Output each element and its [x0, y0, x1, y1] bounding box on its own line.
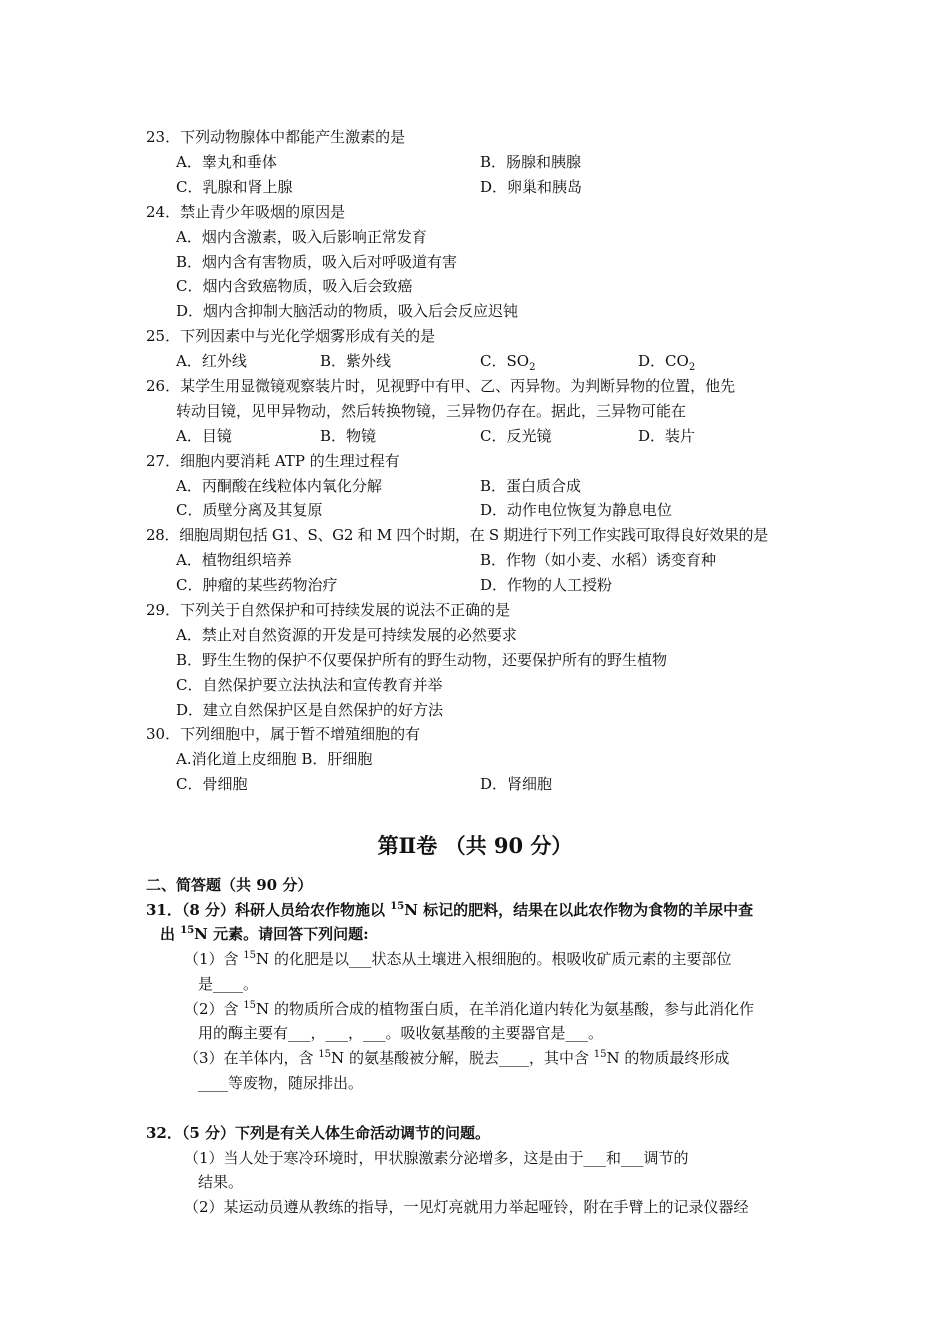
q25-stem: 25．下列因素中与光化学烟雾形成有关的是 — [146, 327, 436, 345]
q30-option-d: D．肾细胞 — [480, 775, 553, 793]
q26-option-a: A．目镜 — [176, 427, 232, 445]
q31-part1-cont: 是____。 — [198, 975, 259, 993]
q27-option-c: C．质壁分离及其复原 — [176, 501, 323, 519]
q28-option-c: C．肿瘤的某些药物治疗 — [176, 576, 338, 594]
q31-part3-cont: ____等废物，随尿排出。 — [198, 1074, 364, 1092]
q31-part2-cont: 用的酶主要有___，___，___。吸收氨基酸的主要器官是___。 — [198, 1024, 604, 1042]
q23-option-d: D．卵巢和胰岛 — [480, 178, 583, 196]
q23-option-a: A．睾丸和垂体 — [176, 153, 277, 171]
q28-option-b: B．作物（如小麦、水稻）诱变育种 — [480, 551, 717, 569]
q27-option-d: D．动作电位恢复为静息电位 — [480, 501, 673, 519]
q25-option-d: D．$CO_2$ — [638, 352, 696, 373]
q28-option-d: D．作物的人工授粉 — [480, 576, 613, 594]
q31-part2: （2）含 $^{15}$N 的物质所合成的植物蛋白质，在羊消化道内转化为氨基酸，参与此消化作 — [184, 1000, 754, 1018]
q25-option-b: B．紫外线 — [320, 352, 392, 370]
section-title: 第Ⅱ卷 （共 90 分） — [377, 833, 573, 858]
q29-option-a: A．禁止对自然资源的开发是可持续发展的必然要求 — [176, 626, 517, 644]
section-subtitle: 二、简答题（共 90 分） — [146, 876, 313, 894]
q25-option-a: A．红外线 — [176, 352, 247, 370]
q25-option-c: C．$SO_2$ — [480, 352, 536, 373]
q27-stem: 27．细胞内要消耗 ATP 的生理过程有 — [146, 452, 400, 470]
q27-option-b: B．蛋白质合成 — [480, 477, 582, 495]
q26-option-b: B．物镜 — [320, 427, 377, 445]
q30-option-c: C．骨细胞 — [176, 775, 248, 793]
q29-option-b: B．野生生物的保护不仅要保护所有的野生动物，还要保护所有的野生植物 — [176, 651, 668, 669]
q30-option-ab: A.消化道上皮细胞 B．肝细胞 — [176, 750, 373, 768]
q30-stem: 30．下列细胞中，属于暂不增殖细胞的有 — [146, 725, 421, 743]
q24-stem: 24．禁止青少年吸烟的原因是 — [146, 203, 346, 221]
q26-option-d: D．装片 — [638, 427, 696, 445]
q32-part1: （1）当人处于寒冷环境时，甲状腺激素分泌增多，这是由于___和___调节的 — [184, 1149, 689, 1167]
q29-option-d: D．建立自然保护区是自然保护的好方法 — [176, 701, 444, 719]
q24-option-d: D．烟内含抑制大脑活动的物质，吸入后会反应迟钝 — [176, 302, 519, 320]
q32-heading: 32．（5 分）下列是有关人体生命活动调节的问题。 — [146, 1124, 491, 1142]
q31-heading-line2: 出 $^{15}$N 元素。请回答下列问题: — [160, 925, 369, 943]
q29-option-c: C．自然保护要立法执法和宣传教育并举 — [176, 676, 443, 694]
q23-stem: 23．下列动物腺体中都能产生激素的是 — [146, 128, 406, 146]
q32-part2: （2）某运动员遵从教练的指导，一见灯亮就用力举起哑铃，附在手臂上的记录仪器经 — [184, 1198, 749, 1216]
q26-stem-line1: 26．某学生用显微镜观察装片时，见视野中有甲、乙、丙异物。为判断异物的位置，他先 — [146, 377, 736, 395]
q31-part3: （3）在羊体内，含 $^{15}$N 的氨基酸被分解，脱去____，其中含 $^{15}$N 的物质最终形成 — [184, 1049, 730, 1067]
q31-part1: （1）含 $^{15}$N 的化肥是以___状态从土壤进入根细胞的。根吸收矿质元素的主要部位 — [184, 950, 732, 968]
q23-option-c: C．乳腺和肾上腺 — [176, 178, 293, 196]
q29-stem: 29．下列关于自然保护和可持续发展的说法不正确的是 — [146, 601, 511, 619]
q27-option-a: A．丙酮酸在线粒体内氧化分解 — [176, 477, 382, 495]
q28-stem: 28．细胞周期包括 G1、S、G2 和 M 四个时期，在 S 期进行下列工作实践可取得良好效果的是 — [146, 526, 768, 544]
q31-heading-line1: 31．（8 分）科研人员给农作物施以 $^{15}$N 标记的肥料，结果在以此农作物为食物的羊尿中查 — [146, 901, 754, 919]
q26-stem-line2: 转动目镜，见甲异物动，然后转换物镜，三异物仍存在。据此，三异物可能在 — [176, 402, 687, 420]
q24-option-c: C．烟内含致癌物质，吸入后会致癌 — [176, 277, 413, 295]
q23-option-b: B．肠腺和胰腺 — [480, 153, 582, 171]
q28-option-a: A．植物组织培养 — [176, 551, 292, 569]
q24-option-a: A．烟内含激素，吸入后影响正常发育 — [176, 228, 427, 246]
q26-option-c: C．反光镜 — [480, 427, 552, 445]
q24-option-b: B．烟内含有害物质，吸入后对呼吸道有害 — [176, 253, 458, 271]
q32-part1-cont: 结果。 — [198, 1173, 244, 1191]
